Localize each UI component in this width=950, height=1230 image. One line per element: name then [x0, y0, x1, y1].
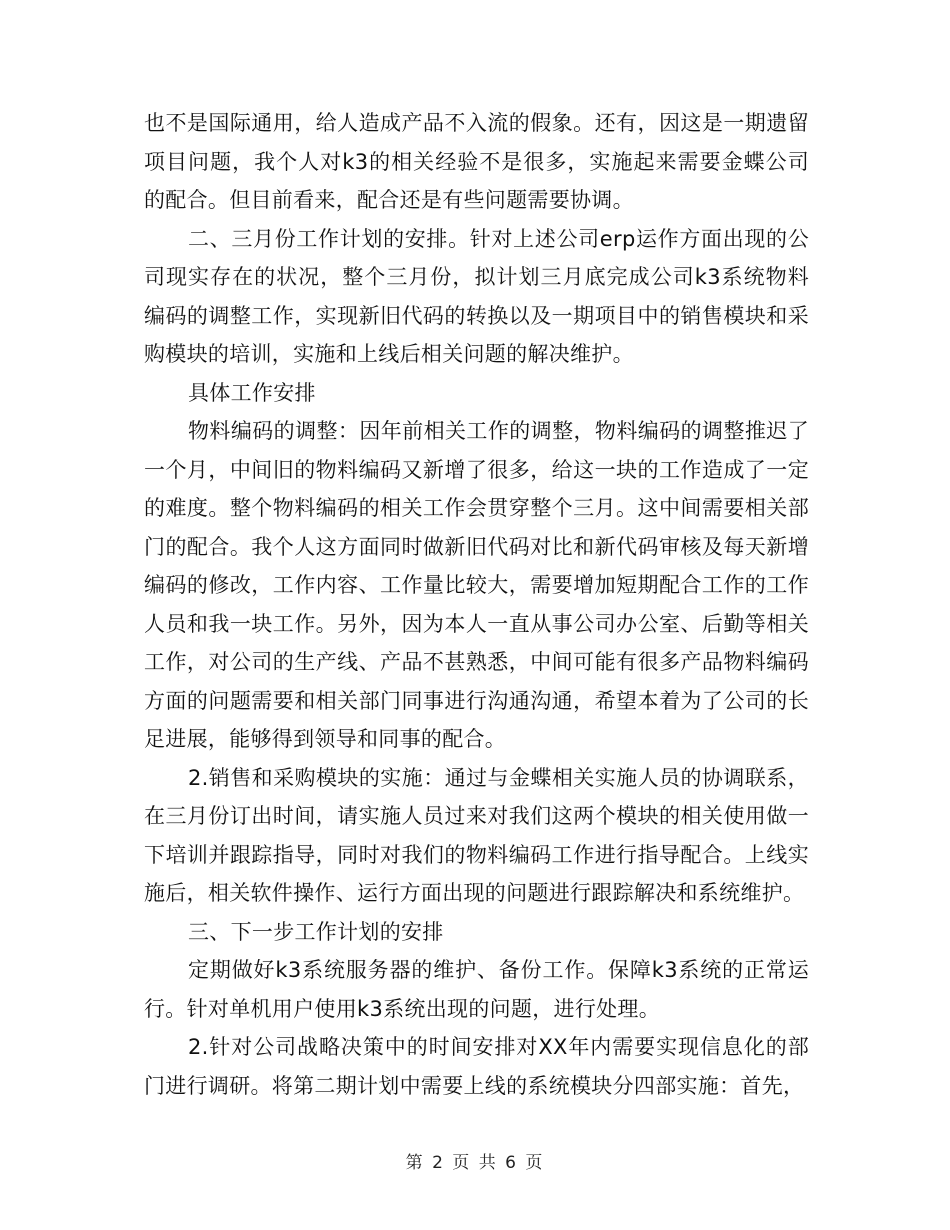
paragraph-department-research: 2.针对公司战略决策中的时间安排对XX年内需要实现信息化的部门进行调研。将第二期计划中需要上线的系统模块分四部实施：首先，	[144, 1035, 809, 1098]
paragraph-1: 也不是国际通用，给人造成产品不入流的假象。还有，因这是一期遗留项目问题，我个人对k3的相关经验不是很多，实施起来需要金蝶公司的配合。但目前看来，配合还是有些问题需要协调。	[144, 111, 809, 212]
page-footer: 第 2 页 共 6 页	[405, 1153, 545, 1173]
document-body	[144, 104, 809, 1105]
paragraph-2: 二、三月份工作计划的安排。针对上述公司erp运作方面出现的公司现实存在的状况，整个三月份，拟计划三月底完成公司k3系统物料编码的调整工作，实现新旧代码的转换以及一期项目中的销售模块和采购模块的培训，实施和上线后相关问题的解决维护。	[144, 226, 809, 366]
paragraph-server-maintenance: 定期做好k3系统服务器的维护、备份工作。保障k3系统的正常运行。针对单机用户使用k3系统出现的问题，进行处理。	[144, 958, 809, 1021]
section-heading-next-step: 三、下一步工作计划的安排	[188, 919, 444, 944]
section-heading-specific-arrangement: 具体工作安排	[188, 380, 316, 405]
paragraph-sales-purchase-modules: 2.销售和采购模块的实施：通过与金蝶相关实施人员的协调联系，在三月份订出时间，请实施人员过来对我们这两个模块的相关使用做一下培训并跟踪指导，同时对我们的物料编码工作进行指导配合。上线实施后，相关软件操作、运行方面出现的问题进行跟踪解决和系统维护。	[144, 765, 809, 905]
paragraph-material-coding: 物料编码的调整：因年前相关工作的调整，物料编码的调整推迟了一个月，中间旧的物料编码又新增了很多，给这一块的工作造成了一定的难度。整个物料编码的相关工作会贯穿整个三月。这中间需要相关部门的配合。我个人这方面同时做新旧代码对比和新代码审核及每天新增编码的修改，工作内容、工作量比较大，需要增加短期配合工作的工作人员和我一块工作。另外，因为本人一直从事公司办公室、后勤等相关工作，对公司的生产线、产品不甚熟悉，中间可能有很多产品物料编码方面的问题需要和相关部门同事进行沟通沟通，希望本着为了公司的长足进展，能够得到领导和同事的配合。	[144, 419, 809, 751]
